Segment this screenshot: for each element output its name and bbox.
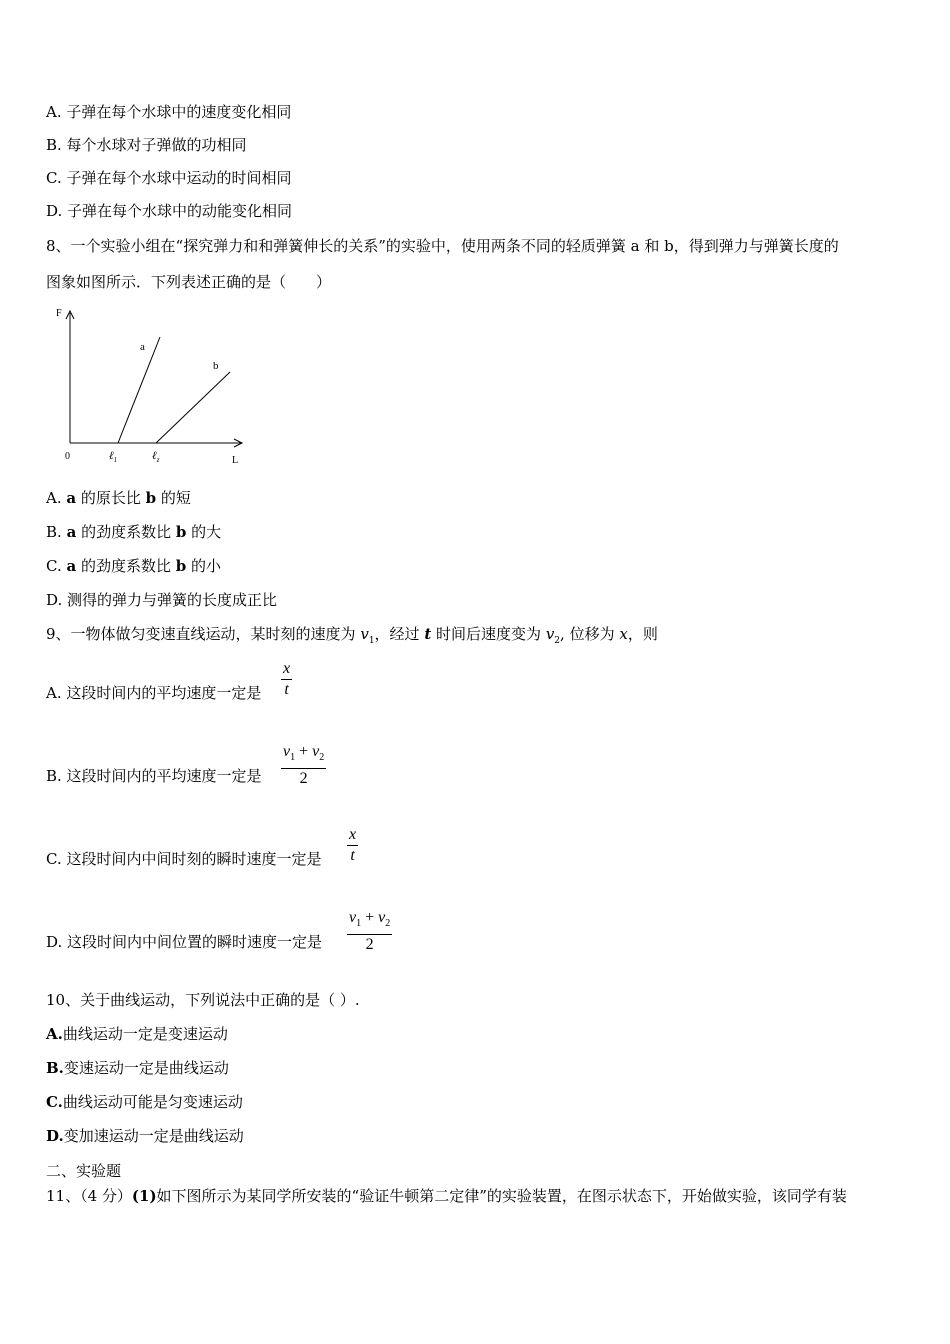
x-axis-label: L: [232, 455, 239, 466]
line-a: [118, 337, 160, 443]
tick-l1: ℓ$_1$: [109, 450, 118, 464]
q9-option-a: A. 这段时间内的平均速度一定是: [46, 684, 262, 702]
line-a-label: a: [140, 341, 145, 353]
q7-option-a: A. 子弹在每个水球中的速度变化相同: [46, 103, 292, 121]
y-axis-label: F: [56, 308, 62, 319]
q7-option-c: C. 子弹在每个水球中运动的时间相同: [46, 169, 292, 187]
tick-l2: ℓ$_z$: [152, 450, 160, 464]
q8-option-d: D. 测得的弹力与弹簧的长度成正比: [46, 591, 278, 609]
q11-stem: 11、（4 分）(1)如下图所示为某同学所安装的“验证牛顿第二定律”的实验装置，在图示状态下，开始做实验，该同学有装: [46, 1187, 847, 1205]
q8-stem-line1: 8、一个实验小组在“探究弹力和和弹簧伸长的关系”的实验中，使用两条不同的轻质弹簧 a 和 b，得到弹力与弹簧长度的: [46, 237, 839, 255]
q10-option-d: D.变加速运动一定是曲线运动: [46, 1127, 244, 1145]
origin-label: 0: [65, 451, 70, 462]
fraction-x-over-t-a: $\frac{x}{t}$: [283, 660, 291, 698]
q9-stem: 9、一物体做匀变速直线运动，某时刻的速度为 $v_1$，经过 t 时间后速度变为 $v_2$, 位移为 x，则: [46, 625, 658, 646]
q8-option-a: A. a 的原长比 b 的短: [46, 489, 191, 507]
fraction-v1-plus-v2-over-2-d: $\frac{v_1 + v_2}{2}$: [349, 909, 391, 954]
q8-option-c: C. a 的劲度系数比 b 的小: [46, 557, 222, 575]
q10-option-c: C.曲线运动可能是匀变速运动: [46, 1093, 243, 1111]
line-b-label: b: [213, 360, 219, 372]
q9-option-d: D. 这段时间内中间位置的瞬时速度一定是: [46, 933, 323, 951]
line-b: [156, 372, 230, 443]
q7-option-d: D. 子弹在每个水球中的动能变化相同: [46, 202, 293, 220]
spring-force-length-graph: [48, 305, 268, 475]
q10-stem: 10、关于曲线运动，下列说法中正确的是（ ）.: [46, 991, 360, 1009]
section-heading-experiment: 二、实验题: [46, 1162, 122, 1180]
fraction-x-over-t-c: $\frac{x}{t}$: [349, 826, 357, 864]
q10-option-a: A.曲线运动一定是变速运动: [46, 1025, 228, 1043]
fraction-v1-plus-v2-over-2-b: $\frac{v_1 + v_2}{2}$: [283, 743, 325, 788]
q7-option-b: B. 每个水球对子弹做的功相同: [46, 136, 247, 154]
q8-stem-line2: 图象如图所示．下列表述正确的是（ ）: [46, 273, 332, 291]
q8-option-b: B. a 的劲度系数比 b 的大: [46, 523, 222, 541]
q9-option-c: C. 这段时间内中间时刻的瞬时速度一定是: [46, 850, 322, 868]
q10-option-b: B.变速运动一定是曲线运动: [46, 1059, 229, 1077]
q9-option-b: B. 这段时间内的平均速度一定是: [46, 767, 262, 785]
